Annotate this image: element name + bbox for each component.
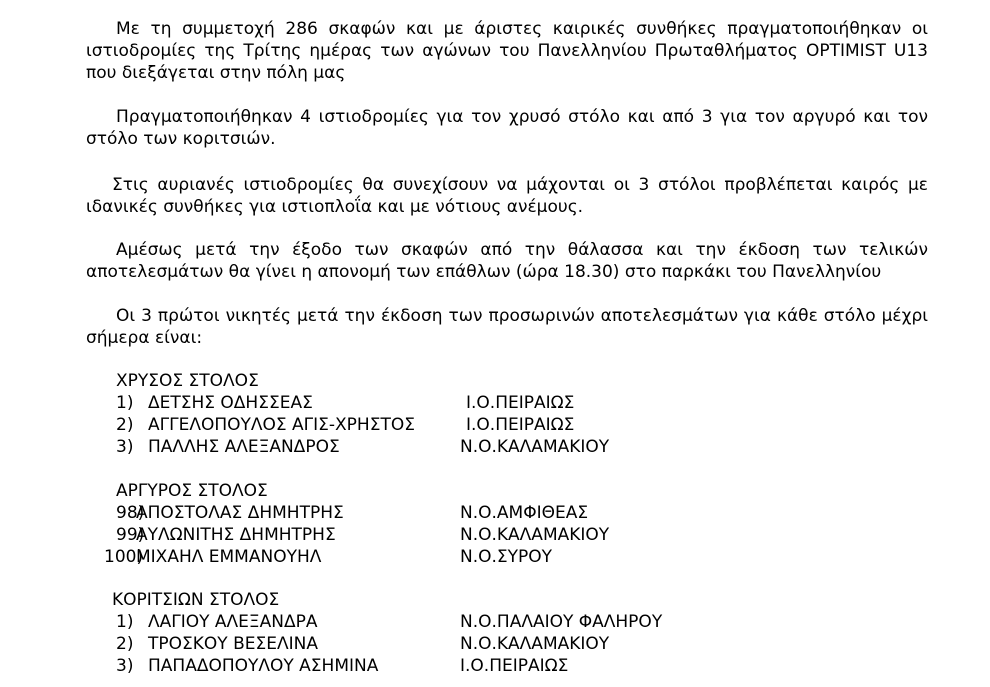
- club-name: Ι.Ο.ΠΕΙΡΑΙΩΣ: [466, 415, 575, 435]
- sailor-name: ΜΙΧΑΗΛ ΕΜΜΑΝΟΥΗΛ: [136, 547, 322, 567]
- rank: 2): [116, 415, 134, 435]
- sailor-name: ΑΓΓΕΛΟΠΟΥΛΟΣ ΑΓΙΣ-ΧΡΗΣΤΟΣ: [148, 415, 415, 435]
- rank: 1): [116, 612, 134, 632]
- fleet-title-gold: ΧΡΥΣΟΣ ΣΤΟΛΟΣ: [116, 371, 259, 391]
- rank: 1): [116, 393, 134, 413]
- club-name: Ν.Ο.ΚΑΛΑΜΑΚΙΟΥ: [460, 525, 610, 545]
- club-name: Ι.Ο.ΠΕΙΡΑΙΩΣ: [466, 393, 575, 413]
- sailor-name: ΔΕΤΣΗΣ ΟΔΗΣΣΕΑΣ: [148, 393, 313, 413]
- rank: 98): [116, 503, 145, 523]
- sailor-name: ΑΠΟΣΤΟΛΑΣ ΔΗΜΗΤΡΗΣ: [136, 503, 344, 523]
- club-name: Ν.Ο.ΣΥΡΟΥ: [460, 547, 553, 567]
- paragraph-awards: Αμέσως μετά την έξοδο των σκαφών από την θάλασσα και την έκδοση των τελικών αποτελεσμάτων θα γίνει η απονομή των επάθλων (ώρα 18.30) στο παρκάκι του Πανελληνίου: [86, 240, 928, 282]
- rank: 99): [116, 525, 145, 545]
- sailor-name: ΠΑΠΑΔΟΠΟΥΛΟΥ ΑΣΗΜΙΝΑ: [148, 656, 379, 676]
- rank: 3): [116, 437, 134, 457]
- paragraph-forecast: Στις αυριανές ιστιοδρομίες θα συνεχίσουν να μάχονται οι 3 στόλοι προβλέπεται καιρός με ιδανικές συνθήκες για ιστιοπλοΐα και με νότιους ανέμους.: [86, 175, 928, 217]
- fleet-title-girls: ΚΟΡΙΤΣΙΩΝ ΣΤΟΛΟΣ: [112, 590, 280, 610]
- sailor-name: ΛΑΓΙΟΥ ΑΛΕΞΑΝΔΡΑ: [148, 612, 318, 632]
- club-name: Ν.Ο.ΚΑΛΑΜΑΚΙΟΥ: [460, 437, 610, 457]
- club-name: Ν.Ο.ΚΑΛΑΜΑΚΙΟΥ: [460, 634, 610, 654]
- rank: 3): [116, 656, 134, 676]
- paragraph-winners-intro: Οι 3 πρώτοι νικητές μετά την έκδοση των προσωρινών αποτελεσμάτων για κάθε στόλο μέχρι σήμερα είναι:: [86, 306, 928, 348]
- club-name: Ν.Ο.ΠΑΛΑΙΟΥ ΦΑΛΗΡΟΥ: [460, 612, 663, 632]
- paragraph-races: Πραγματοποιήθηκαν 4 ιστιοδρομίες για τον χρυσό στόλο και από 3 για τον αργυρό και τον στόλο των κοριτσιών.: [86, 107, 928, 149]
- paragraph-intro: Με τη συμμετοχή 286 σκαφών και με άριστες καιρικές συνθήκες πραγματοποιήθηκαν οι ιστιοδρομίες της Τρίτης ημέρας των αγώνων του Πανελληνίου Πρωταθλήματος OPTIMIST U13 που διεξάγεται στην πόλη μας: [86, 19, 928, 83]
- sailor-name: ΠΑΛΛΗΣ ΑΛΕΞΑΝΔΡΟΣ: [148, 437, 340, 457]
- fleet-title-silver: ΑΡΓΥΡΟΣ ΣΤΟΛΟΣ: [116, 481, 268, 501]
- sailor-name: ΑΥΛΩΝΙΤΗΣ ΔΗΜΗΤΡΗΣ: [136, 525, 336, 545]
- rank: 2): [116, 634, 134, 654]
- club-name: Ν.Ο.ΑΜΦΙΘΕΑΣ: [460, 503, 589, 523]
- rank: 100): [104, 547, 144, 567]
- club-name: Ι.Ο.ΠΕΙΡΑΙΩΣ: [460, 656, 569, 676]
- sailor-name: ΤΡΟΣΚΟΥ ΒΕΣΕΛΙΝΑ: [148, 634, 318, 654]
